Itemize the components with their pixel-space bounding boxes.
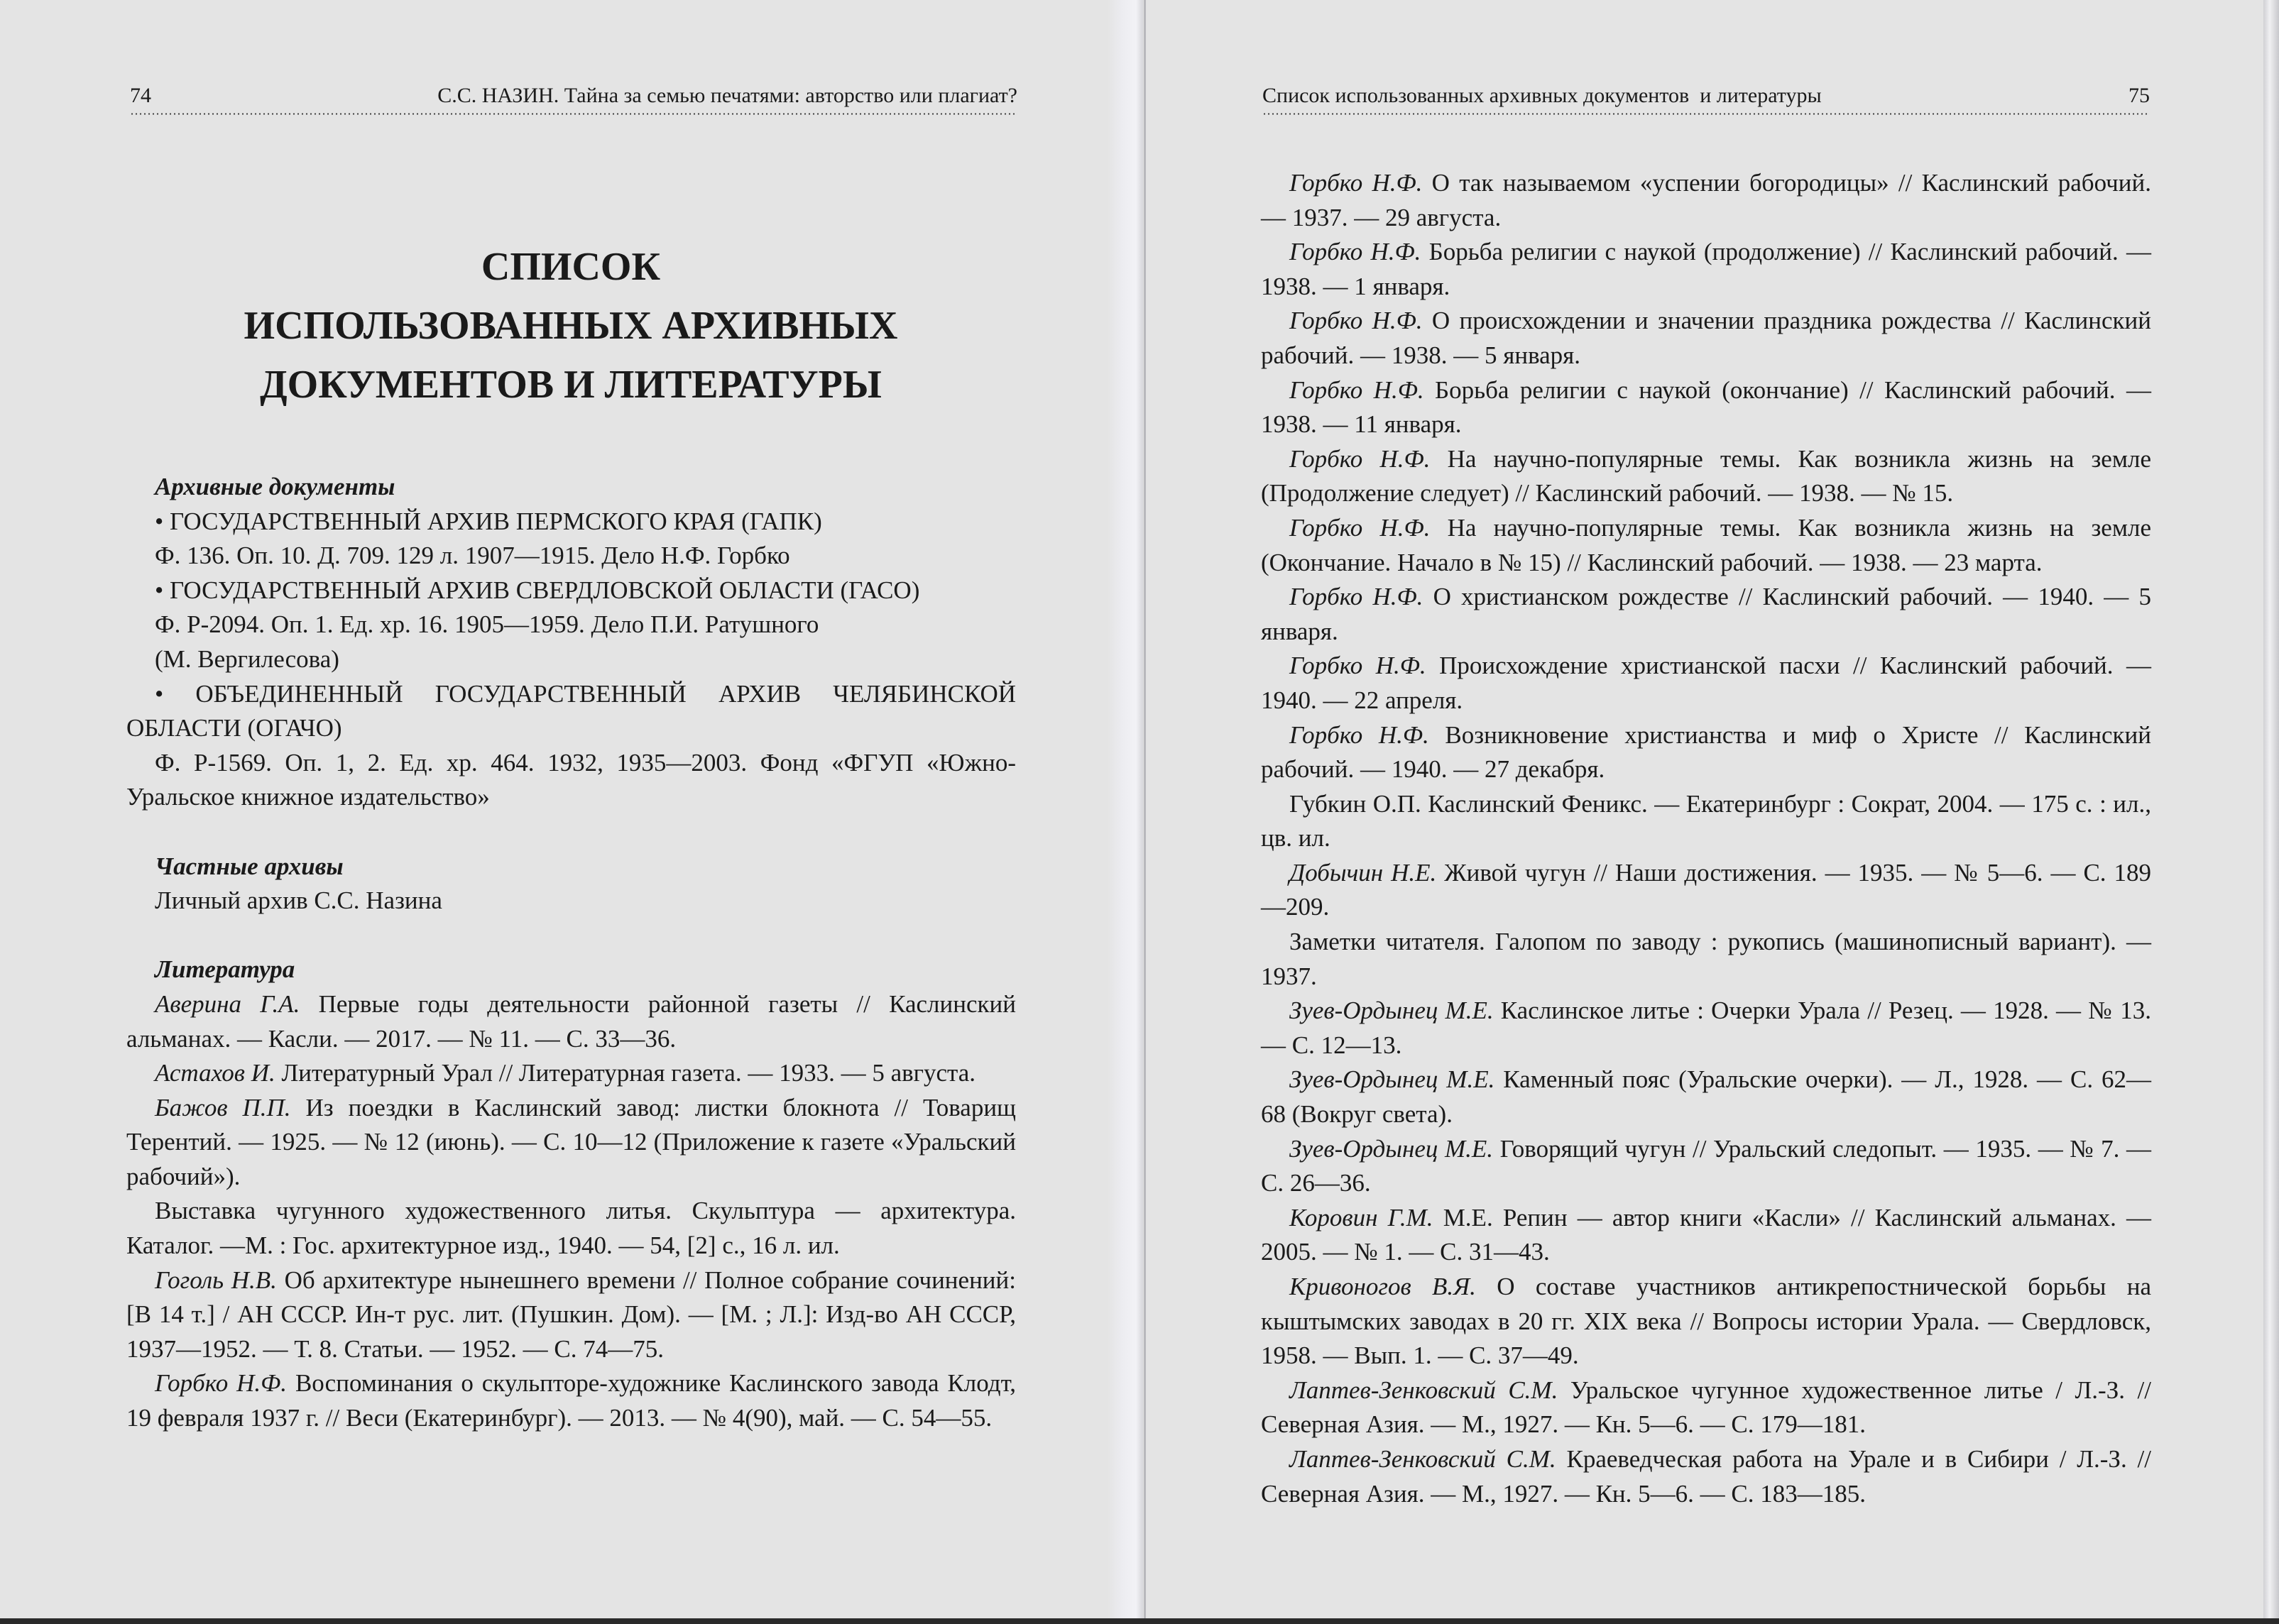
entry-text: Губкин О.П. Каслинский Феникс. — Екатеринбург : Сократ, 2004. — 175 с. : ил., цв. ил. xyxy=(1261,789,2151,852)
literature-list xyxy=(1261,166,2151,1511)
bibliography-entry xyxy=(1261,1373,2151,1442)
chapter-title xyxy=(126,238,1015,415)
bibliography-entry xyxy=(126,1091,1016,1195)
archive-line: Ф. 136. Оп. 10. Д. 709. 129 л. 1907—1915. Дело Н.Ф. Горбко xyxy=(155,542,790,570)
bibliography-entry xyxy=(1261,1270,2151,1373)
right-text-column xyxy=(1261,166,2151,1511)
private-archive-line: Личный архив С.С. Назина xyxy=(155,887,442,915)
literature-list xyxy=(126,987,1016,1436)
entry-author: Горбко Н.Ф. xyxy=(1289,238,1421,266)
entry-author: Горбко Н.Ф. xyxy=(155,1369,288,1398)
bibliography-entry xyxy=(1261,235,2151,304)
entry-text: Возникновение христианства и миф о Христе // Каслинский рабочий. — 1940. — 27 декабря. xyxy=(1261,720,2151,784)
archive-line: Ф. Р-2094. Оп. 1. Ед. хр. 16. 1905—1959. Дело П.И. Ратушного xyxy=(155,610,819,639)
entry-author: Зуев-Ордынец М.Е. xyxy=(1289,1134,1494,1163)
entry-author: Гоголь Н.В. xyxy=(155,1266,277,1294)
archive-line: • ГОСУДАРСТВЕННЫЙ АРХИВ ПЕРМСКОГО КРАЯ (ГАПК) xyxy=(155,507,822,535)
entry-text: Борьба религии с наукой (продолжение) // Каслинский рабочий. — 1938. — 1 января. xyxy=(1261,238,2151,300)
section-heading-archives: Архивные документы xyxy=(155,473,395,500)
bibliography-entry xyxy=(126,1194,1016,1263)
entry-author: Лаптев-Зенковский С.М. xyxy=(1289,1376,1558,1404)
running-header-left xyxy=(130,84,1017,112)
entry-text: О христианском рождестве // Каслинский рабочий. — 1940. — 5 января. xyxy=(1261,583,2151,645)
entry-text: На научно-популярные темы. Как возникла жизнь на земле (Окончание. Начало в № 15) // Каслинский рабочий. — 1938. — 23 марта. xyxy=(1261,513,2151,576)
bibliography-entry xyxy=(126,1056,1016,1091)
entry-author: Горбко Н.Ф. xyxy=(1289,169,1423,197)
entry-text: Из поездки в Каслинский завод: листки блокнота // Товарищ Терентий. — 1925. — № 12 (июнь). — С. 10—12 (Приложение к газете «Уральский рабочий»). xyxy=(126,1093,1016,1190)
bibliography-entry xyxy=(126,1263,1016,1367)
bibliography-entry xyxy=(1261,925,2151,994)
section-heading-literature: Литература xyxy=(155,955,295,984)
bibliography-entry xyxy=(1261,580,2151,649)
archive-line: • ГОСУДАРСТВЕННЫЙ АРХИВ СВЕРДЛОВСКОЙ ОБЛАСТИ (ГАСО) xyxy=(155,576,920,604)
bibliography-entry xyxy=(126,1366,1016,1435)
title-line: ДОКУМЕНТОВ И ЛИТЕРАТУРЫ xyxy=(260,363,882,407)
left-text-column xyxy=(126,470,1016,1436)
entry-author: Добычин Н.Е. xyxy=(1289,858,1437,887)
right-page-edge xyxy=(2263,0,2279,1624)
entry-author: Аверина Г.А. xyxy=(155,989,300,1018)
entry-author: Лаптев-Зенковский С.М. xyxy=(1289,1444,1556,1473)
entry-text: О составе участников антикрепостнической борьбы на кыштымских заводах в 20 гг. XIX века // Вопросы истории Урала. — Свердловск, 1958. — Вып. 1. — С. 37—49. xyxy=(1261,1273,2151,1370)
bibliography-entry xyxy=(1261,994,2151,1063)
archive-line: • ОБЪЕДИНЕННЫЙ ГОСУДАРСТВЕННЫЙ АРХИВ ЧЕЛЯБИНСКОЙ ОБЛАСТИ (ОГАЧО) xyxy=(126,679,1016,742)
entry-text: Происхождение христианской пасхи // Каслинский рабочий. — 1940. — 22 апреля. xyxy=(1261,652,2151,714)
entry-text: Уральское чугунное художественное литье / Л.-З. // Северная Азия. — М., 1927. — Кн. 5—6. — С. 179—181. xyxy=(1261,1376,2151,1439)
bibliography-entry xyxy=(1261,1132,2151,1201)
title-line: ИСПОЛЬЗОВАННЫХ АРХИВНЫХ xyxy=(244,304,898,348)
bibliography-entry xyxy=(126,987,1016,1056)
bibliography-entry xyxy=(1261,1442,2151,1511)
entry-text: Выставка чугунного художественного литья. Скульптура — архитектура. Каталог. —М. : Гос. архитектурное изд., 1940. — 54, [2] с., 16 л. ил. xyxy=(126,1197,1016,1260)
bibliography-entry xyxy=(1261,1063,2151,1131)
bibliography-entry xyxy=(1261,304,2151,373)
entry-author: Зуев-Ордынец М.Е. xyxy=(1289,1065,1495,1094)
entry-author: Коровин Г.М. xyxy=(1289,1203,1433,1231)
book-spine-shadow xyxy=(1108,0,1143,1624)
entry-text: Литературный Урал // Литературная газета. — 1933. — 5 августа. xyxy=(275,1059,976,1087)
entry-text: Живой чугун // Наши достижения. — 1935. — № 5—6. — С. 189—209. xyxy=(1261,858,2152,921)
entry-author: Зуев-Ордынец М.Е. xyxy=(1289,997,1494,1025)
entry-text: Первые годы деятельности районной газеты // Каслинский альманах. — Касли. — 2017. — № 11. — С. 33—36. xyxy=(126,989,1016,1053)
entry-text: Борьба религии с наукой (окончание) // Каслинский рабочий. — 1938. — 11 января. xyxy=(1261,375,2151,439)
entry-author: Кривоногов В.Я. xyxy=(1289,1273,1476,1300)
section-heading-private: Частные архивы xyxy=(155,852,344,880)
entry-text: Краеведческая работа на Урале и в Сибири / Л.-З. // Северная Азия. — М., 1927. — Кн. 5—6. — С. 183—185. xyxy=(1261,1444,2151,1508)
entry-text: Каменный пояс (Уральские очерки). — Л., 1928. — С. 62—68 (Вокруг света). xyxy=(1261,1065,2151,1129)
bibliography-entry xyxy=(1261,1201,2151,1270)
bibliography-entry xyxy=(1261,787,2151,856)
running-header-right xyxy=(1262,84,2150,112)
running-title: Список использованных архивных документов и литературы xyxy=(1262,84,1822,107)
bibliography-entry xyxy=(1261,856,2151,925)
page-number: 74 xyxy=(130,84,151,107)
running-title: С.С. НАЗИН. Тайна за семью печатями: авторство или плагиат? xyxy=(437,84,1017,107)
dotted-rule xyxy=(130,113,1017,115)
entry-text: Заметки читателя. Галопом по заводу : рукопись (машинописный вариант). — 1937. xyxy=(1261,928,2151,990)
dotted-rule xyxy=(1262,113,2150,115)
scan-bottom-edge xyxy=(0,1618,2279,1624)
bibliography-entry xyxy=(1261,511,2151,580)
archive-line: Ф. Р-1569. Оп. 1, 2. Ед. хр. 464. 1932, 1935—2003. Фонд «ФГУП «Южно-Уральское книжное издательство» xyxy=(126,748,1016,811)
entry-author: Горбко Н.Ф. xyxy=(1289,513,1431,542)
entry-text: Об архитектуре нынешнего времени // Полное собрание сочинений: [В 14 т.] / АН СССР. Ин-т рус. лит. (Пушкин. Дом). — [М. ; Л.]: Изд-во АН СССР, 1937—1952. — Т. 8. Статьи. — 1952. — С. 74—75. xyxy=(126,1266,1016,1363)
bibliography-entry xyxy=(1261,373,2151,442)
entry-author: Горбко Н.Ф. xyxy=(1289,444,1431,473)
bibliography-entry xyxy=(1261,649,2151,718)
page-number: 75 xyxy=(2128,84,2150,107)
entry-text: М.Е. Репин — автор книги «Касли» // Каслинский альманах. — 2005. — № 1. — С. 31—43. xyxy=(1261,1203,2151,1266)
entry-author: Горбко Н.Ф. xyxy=(1289,583,1423,611)
bibliography-entry xyxy=(1261,442,2151,511)
entry-text: На научно-популярные темы. Как возникла жизнь на земле (Продолжение следует) // Каслинский рабочий. — 1938. — № 15. xyxy=(1261,444,2151,508)
entry-text: О происхождении и значении праздника рождества // Каслинский рабочий. — 1938. — 5 января. xyxy=(1261,307,2151,369)
entry-author: Горбко Н.Ф. xyxy=(1289,307,1423,335)
title-line: СПИСОК xyxy=(481,245,661,289)
entry-author: Горбко Н.Ф. xyxy=(1289,720,1429,749)
entry-text: Воспоминания о скульпторе-художнике Каслинского завода Клодт, 19 февраля 1937 г. // Веси (Екатеринбург). — 2013. — № 4(90), май. — С. 54—55. xyxy=(126,1369,1016,1432)
bibliography-entry xyxy=(1261,718,2151,787)
entry-author: Астахов И. xyxy=(155,1059,275,1087)
archive-line: (М. Вергилесова) xyxy=(155,644,339,673)
entry-text: Каслинское литье : Очерки Урала // Резец. — 1928. — № 13. — С. 12—13. xyxy=(1261,997,2151,1059)
entry-text: Говорящий чугун // Уральский следопыт. — 1935. — № 7. — С. 26—36. xyxy=(1261,1134,2151,1197)
entry-author: Горбко Н.Ф. xyxy=(1289,375,1424,404)
bibliography-entry xyxy=(1261,166,2151,235)
entry-author: Бажов П.П. xyxy=(155,1093,291,1121)
entry-text: О так называемом «успении богородицы» // Каслинский рабочий. — 1937. — 29 августа. xyxy=(1261,169,2151,231)
entry-author: Горбко Н.Ф. xyxy=(1289,652,1426,680)
